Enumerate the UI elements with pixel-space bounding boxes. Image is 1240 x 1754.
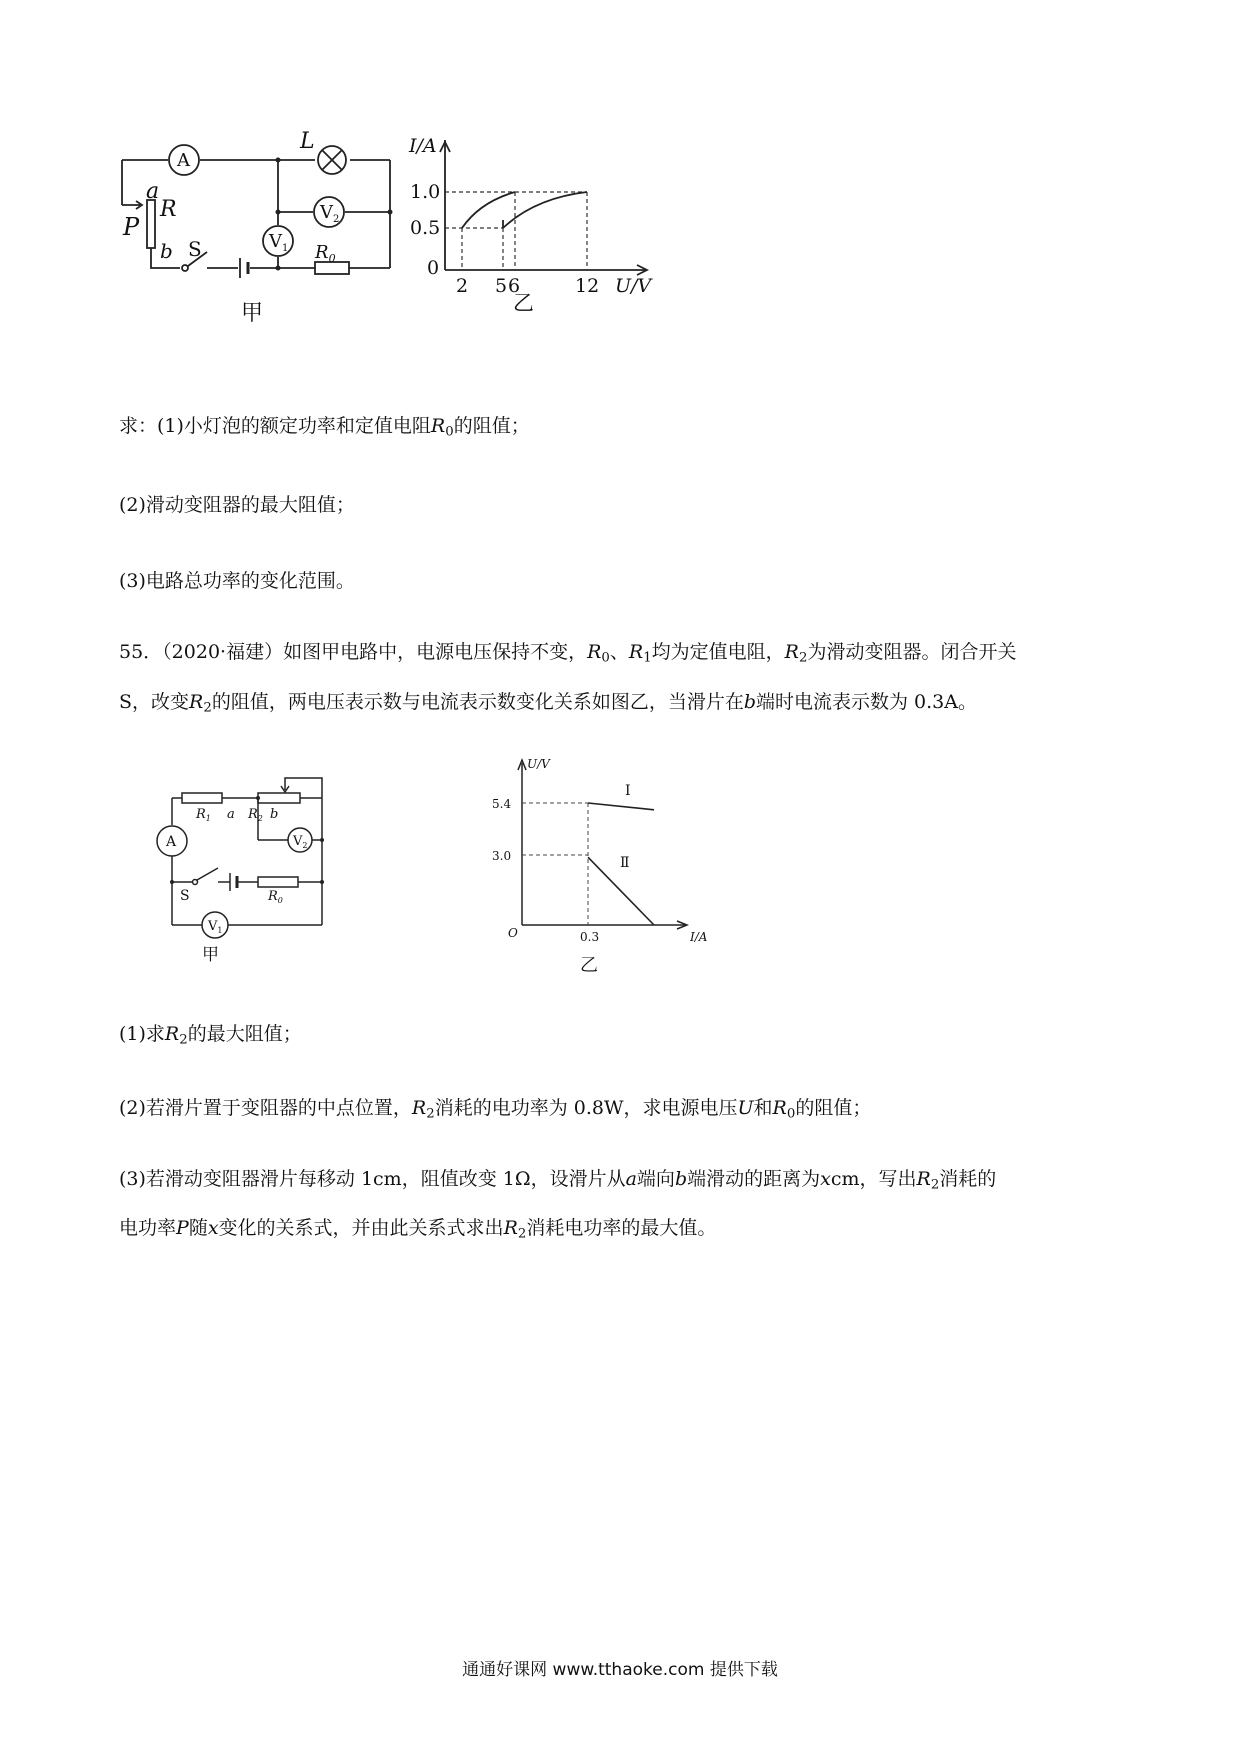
graph2-xtick-03: 0.3	[580, 930, 600, 944]
graph1-ytick-2: 0.5	[410, 217, 441, 239]
figure2-caption-yi: 乙	[580, 955, 598, 976]
ammeter-label-2: A	[166, 834, 177, 850]
r0-label: $R_0$	[315, 242, 336, 265]
graph2-series-1	[588, 803, 654, 810]
figure1-caption-jia: 甲	[241, 301, 264, 326]
q54-part2: (2)滑动变阻器的最大阻值；	[119, 494, 355, 516]
graph2-ylabel: U/V	[527, 757, 550, 771]
graph2-ytick-54: 5.4	[492, 797, 512, 811]
graph1-xtick-5: 5	[495, 275, 508, 297]
graph1-origin: 0	[427, 257, 440, 279]
page-footer: 通通好课网 www.tthaoke.com 提供下载	[462, 1660, 778, 1680]
ui-graph	[480, 755, 720, 985]
q55-stem-line1: 55．（2020·福建）如图甲电路中，电源电压保持不变，$R_0$、$R_1$均为定值电阻，$R_2$为滑动变阻器。闭合开关	[119, 641, 1017, 666]
graph1-xtick-2: 2	[456, 275, 469, 297]
rheostat-label: R	[160, 197, 177, 222]
graph2-origin: O	[508, 926, 518, 940]
switch-label: S	[188, 237, 202, 261]
iu-graph	[405, 135, 685, 340]
r1-label: $R_1$	[196, 807, 211, 823]
figure2-circuit	[140, 770, 350, 980]
q54-part3: (3)电路总功率的变化范围。	[119, 570, 355, 592]
circuit-diagram-2	[140, 770, 350, 980]
ammeter-label: A	[177, 150, 190, 171]
end-a-label: a	[146, 179, 160, 204]
v1-label-2: $V_1$	[208, 919, 223, 935]
q55-part3-line1: (3)若滑动变阻器滑片每移动 1cm，阻值改变 1Ω，设滑片从a端向b端滑动的距离为xcm，写出$R_2$消耗的	[119, 1168, 997, 1193]
end-b-label: b	[160, 239, 173, 263]
graph2-line-ii-label: Ⅱ	[620, 855, 630, 871]
v2-label: $V_2$	[320, 202, 340, 225]
figure2-caption-jia: 甲	[202, 945, 219, 965]
q55-part1: (1)求$R_2$的最大阻值；	[119, 1023, 302, 1048]
graph2-line-i-label: I	[625, 783, 631, 799]
v1-label: $V_1$	[269, 231, 289, 254]
v2-label-2: $V_2$	[293, 834, 308, 850]
q55-stem-line2: S，改变$R_2$的阻值，两电压表示数与电流表示数变化关系如图乙，当滑片在b端时电流表示数为 0.3A。	[119, 691, 977, 716]
lamp-label: L	[300, 129, 315, 154]
figure1-circuit	[110, 129, 410, 330]
figure1-graph	[405, 135, 685, 340]
graph1-ylabel: I/A	[409, 135, 437, 157]
end-a-label-2: a	[227, 807, 235, 822]
q55-part3-line2: 电功率P随x变化的关系式，并由此关系式求出$R_2$消耗电功率的最大值。	[119, 1217, 717, 1242]
graph2-xlabel: I/A	[690, 930, 708, 944]
end-b-label-2: b	[270, 807, 279, 822]
graph1-xtick-12: 12	[575, 275, 600, 297]
r0-label-2: $R_0$	[268, 889, 283, 905]
r2-label: $R_2$	[248, 807, 263, 823]
graph1-xlabel: U/V	[615, 275, 652, 297]
q54-part1: 求：(1)小灯泡的额定功率和定值电阻$R_0$的阻值；	[119, 415, 530, 440]
slider-label: P	[123, 213, 140, 241]
graph1-ytick-1: 1.0	[410, 181, 441, 203]
circuit-diagram-1	[110, 129, 410, 330]
graph2-ytick-30: 3.0	[492, 849, 512, 863]
q55-part2: (2)若滑片置于变阻器的中点位置，$R_2$消耗的电功率为 0.8W，求电源电压U和$R_0$的阻值；	[119, 1097, 872, 1122]
figure1-caption-yi: 乙	[513, 291, 534, 315]
switch-label-2: S	[180, 888, 190, 904]
figure2-graph	[480, 755, 720, 985]
graph1-xtick-6: 6	[508, 275, 521, 297]
